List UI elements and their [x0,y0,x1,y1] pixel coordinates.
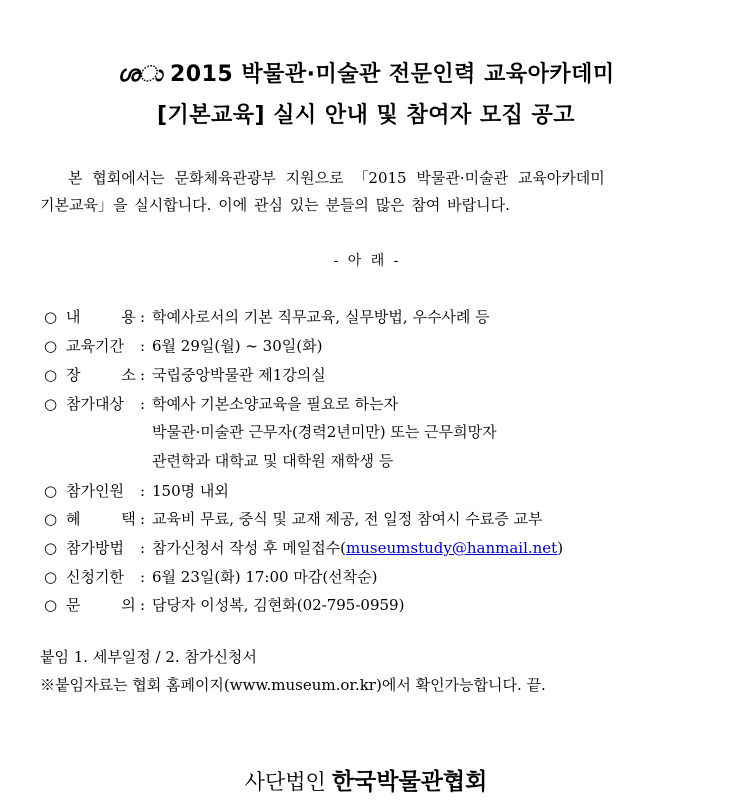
intro-line-1: 본 협회에서는 문화체육관광부 지원으로 「2015 박물관·미술관 교육아카데미 [68,169,605,187]
bullet-circle-icon: ○ [44,366,58,384]
item-label: 혜 택 [66,510,136,528]
item-value: 학예사로서의 기본 직무교육, 실무방법, 우수사례 등 [152,308,490,326]
item-benefit: ○ 혜 택 : 교육비 무료, 중식 및 교재 제공, 전 일정 참여시 수료증 교부 [44,510,543,528]
email-link[interactable]: museumstudy@hanmail.net [346,539,558,557]
item-label: 참가대상 [66,395,124,413]
association-logo: ശು [117,61,162,87]
target-extra-2: 관련학과 대학교 및 대학원 재학생 등 [152,452,394,470]
organization-signature [0,763,732,796]
org-name: 한국박물관협회 [331,768,488,795]
item-label: 교육기간 [66,337,124,355]
bullet-circle-icon: ○ [44,568,58,586]
bullet-circle-icon: ○ [44,395,58,413]
item-method: ○ 참가방법 : 참가신청서 작성 후 메일접수(museumstudy@hanmail.net) [44,539,564,557]
intro-line-2: 기본교육」을 실시합니다. 이에 관심 있는 분들의 많은 참여 바랍니다. [40,196,510,214]
item-deadline: ○ 신청기한 : 6월 23일(화) 17:00 마감(선착순) [44,568,378,586]
org-prefix: 사단법인 [244,770,326,794]
item-label: 신청기한 [66,568,124,586]
item-label: 참가방법 [66,539,124,557]
title-line-2: [기본교육] 실시 안내 및 참여자 모집 공고 [156,103,576,128]
item-content: ○ 내 용 : 학예사로서의 기본 직무교육, 실무방법, 우수사례 등 [44,308,490,326]
bullet-circle-icon: ○ [44,337,58,355]
item-value: 6월 29일(월) ~ 30일(화) [152,337,323,355]
bullet-circle-icon: ○ [44,308,58,326]
item-value: 학예사 기본소양교육을 필요로 하는자 [152,395,399,413]
item-value: 150명 내외 [152,482,229,500]
item-period: ○ 교육기간 : 6월 29일(월) ~ 30일(화) [44,337,323,355]
target-extra-1: 박물관·미술관 근무자(경력2년미만) 또는 근무희망자 [152,423,497,441]
item-capacity: ○ 참가인원 : 150명 내외 [44,482,229,500]
item-target: ○ 참가대상 : 학예사 기본소양교육을 필요로 하는자 [44,395,399,413]
item-label: 내 용 [66,308,136,326]
title-text-1: 2015 박물관·미술관 전문인력 교육아카데미 [170,62,615,87]
attachment-note: ※붙임자료는 협회 홈페이지(www.museum.or.kr)에서 확인가능합니다. 끝. [40,676,546,694]
item-label: 문 의 [66,596,136,614]
item-value: 참가신청서 작성 후 메일접수( [152,539,347,557]
section-heading: - 아 래 - [333,253,399,269]
bullet-circle-icon: ○ [44,510,58,528]
bullet-circle-icon: ○ [44,539,58,557]
item-label: 장 소 [66,366,136,384]
bullet-circle-icon: ○ [44,482,58,500]
bullet-circle-icon: ○ [44,596,58,614]
item-value: 6월 23일(화) 17:00 마감(선착순) [152,568,378,586]
title-line-1 [0,57,732,88]
item-value: 교육비 무료, 중식 및 교재 제공, 전 일정 참여시 수료증 교부 [152,510,543,528]
item-value: 담당자 이성복, 김현화(02-795-0959) [152,596,405,614]
item-venue: ○ 장 소 : 국립중앙박물관 제1강의실 [44,366,326,384]
item-label: 참가인원 [66,482,124,500]
item-inquiry: ○ 문 의 : 담당자 이성복, 김현화(02-795-0959) [44,596,405,614]
item-value: 국립중앙박물관 제1강의실 [152,366,326,384]
attachment-list: 붙임 1. 세부일정 / 2. 참가신청서 [40,648,257,666]
